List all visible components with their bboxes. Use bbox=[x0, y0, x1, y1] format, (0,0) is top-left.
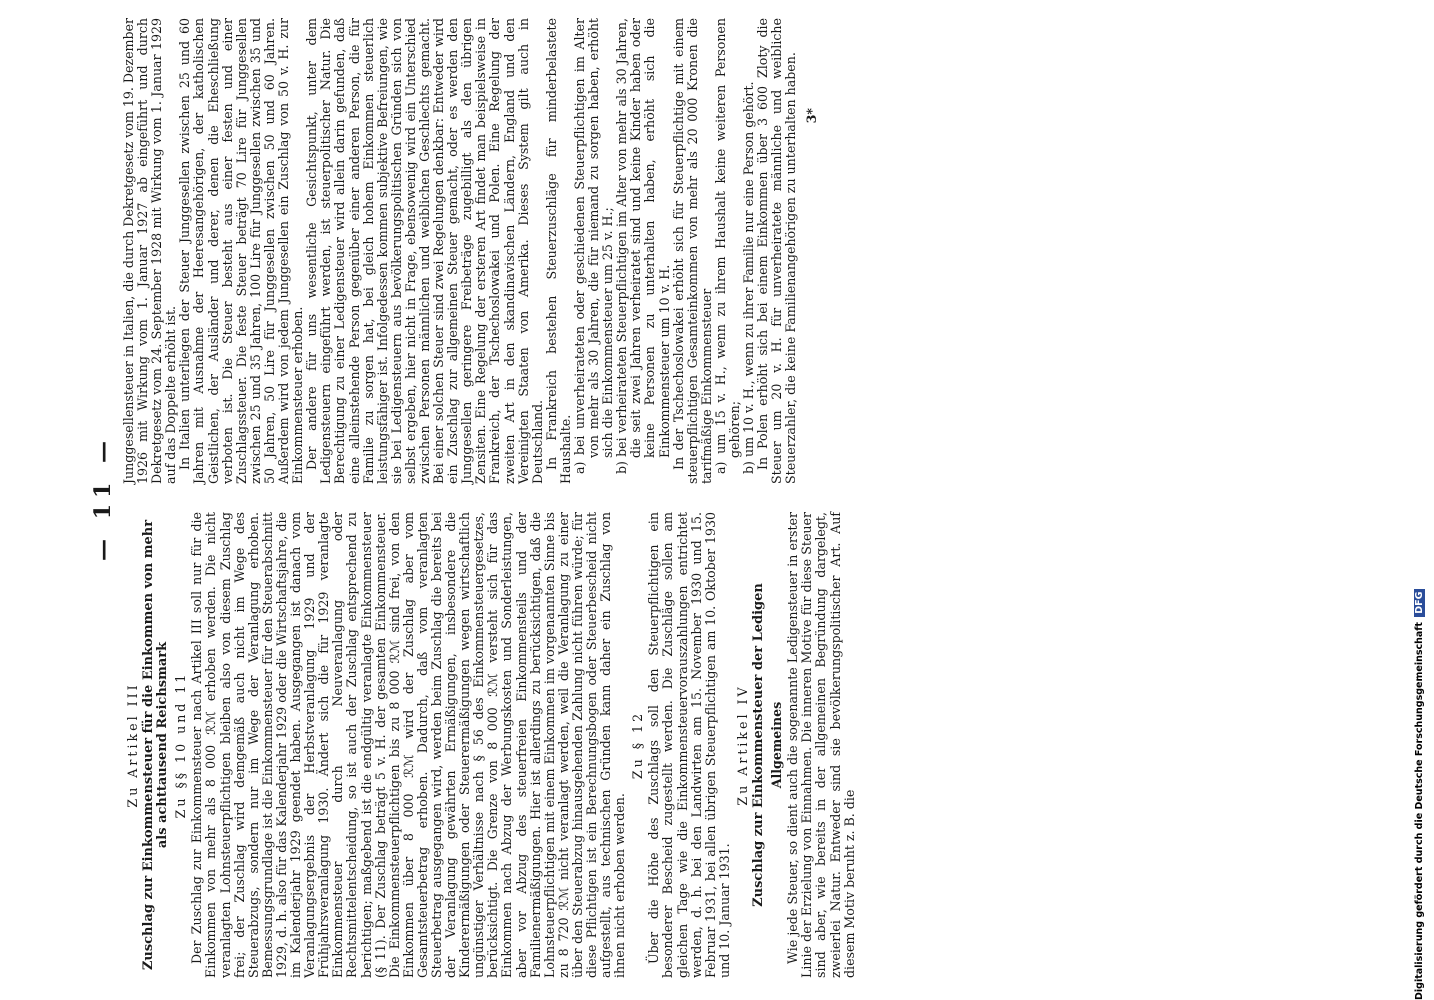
heading-section-12: Zu § 12 bbox=[630, 710, 646, 780]
list-item: b) um 10 v. H., wenn zu ihrer Familie nur eine Person gehört. bbox=[741, 81, 757, 474]
two-column-body bbox=[122, 18, 857, 978]
funding-text: Digitalisierung gefördert durch die Deutsche Forschungsgemeinschaft bbox=[1414, 622, 1425, 1000]
heading-title-iv: Zuschlag zur Einkommensteuer der Ledigen bbox=[751, 583, 767, 907]
document-page bbox=[90, 18, 1290, 978]
france-list bbox=[573, 18, 672, 484]
paragraph: In Polen erhöht sich bei einem Einkommen über 3 600 Zloty die Steuer um 20 v. H. für unverheiratete männliche und weibliche Steuerzahler, die keine Familienangehörigen zu unterhalten haben. bbox=[755, 18, 799, 484]
signature-mark: 3* bbox=[803, 108, 819, 124]
paragraph: Über die Höhe des Zuschlags soll den Steuerpflichtigen ein besonderer Bescheid zugestellt werden. Die Zuschläge sollen am gleichen Tage wie die Einkommensteuervorauszahlungen entrichtet werden, d. h. bei den Landwirten am 15. November 1930 und 15. Februar 1931, bei allen übrigen Steuerpflichtigen am 10. Oktober 1930 und 10. Januar 1931. bbox=[646, 512, 732, 978]
list-item: b) bei verheirateten Steuerpflichtigen im Alter von mehr als 30 Jahren, die seit zwei Jahren verheiratet sind und keine Kinder haben oder keine Personen zu unterhalten haben, erhöht sich die Einkommensteuer um 10 v. H. bbox=[614, 18, 672, 474]
heading-title-iii: Zuschlag zur Einkommensteuer für die Einkommen von mehr als achttausend Reichsmark bbox=[141, 519, 171, 971]
paragraph: Junggesellensteuer in Italien, die durch Dekretgesetz vom 19. Dezember 1926 mit Wirkung vom 1. Januar 1927 ab eingeführt und durch Dekretgesetz vom 24. September 1928 mit Wirkung vom 1. Januar 1929 auf das Doppelte erhöht ist. bbox=[121, 18, 179, 484]
paragraph: In der Tschechoslowakei erhöht sich für Steuerpflichtige mit einem steuerpflichtigen Gesamteinkommen von mehr als 20 000 Kronen die tarifmäßige Einkommensteuer bbox=[670, 18, 714, 484]
right-column bbox=[122, 18, 857, 484]
heading-article-iii: Zu Artikel III bbox=[125, 682, 140, 808]
czech-list bbox=[714, 18, 756, 484]
dfg-logo: DFG bbox=[1414, 589, 1425, 617]
paragraph: In Italien unterliegen der Steuer Junggesellen zwischen 25 und 60 Jahren mit Ausnahme der Heeresangehörigen, der katholischen Geistlichen, der Ausländer und derer, denen die Eheschließung verboten ist. Die Steuer besteht aus einer festen und einer Zuschlagssteuer. Die feste Steuer beträgt 70 Lire für Junggesellen zwischen 25 und 35 Jahren, 100 Lire für Junggesellen zwischen 35 und 50 Jahren, 50 Lire für Junggesellen zwischen 50 und 60 Jahren. Außerdem wird von jedem Junggesellen ein Zuschlag von 50 v. H. zur Einkommensteuer erhoben. bbox=[177, 18, 306, 484]
paragraph: Wie jede Steuer, so dient auch die sogenannte Ledigensteuer in erster Linie der Erzielung von Einnahmen. Die inneren Motive für diese Steuer sind aber, wie bereits in der allgemeinen Begründung dargelegt, zweierlei Natur. Entweder sind sie bevölkerungspolitischer Art. Auf diesem Motiv beruht z. B. die bbox=[785, 512, 857, 978]
page-number: — 11 — bbox=[90, 435, 116, 561]
heading-article-iv: Zu Artikel IV bbox=[734, 684, 750, 806]
heading-sections-10-11: Zu §§ 10 und 11 bbox=[173, 671, 189, 819]
paragraph: Der andere für uns wesentliche Gesichtspunkt, unter dem Ledigensteuern eingeführt werden, ist steuerpolitischer Natur. Die Berechtigung zu einer Ledigensteuer wird allein darin gefunden, daß eine alleinstehende Person gegenüber einer anderen Person, die für Familie zu sorgen hat, bei gleich hohem Einkommen steuerlich leistungsfähiger ist. Infolgedessen kommen subjektive Befreiungen, wie sie bei Ledigensteuern aus bevölkerungspolitischen Gründen sich von selbst ergeben, hier nicht in Frage, ebensowenig wird ein Unterschied zwischen Personen männlichen und weiblichen Geschlechts gemacht. Bei einer solchen Steuer sind zwei Regelungen denkbar: Entweder wird ein Zuschlag zur allgemeinen Steuer gemacht, oder es werden den Junggesellen geringere Freibeträge zugebilligt als den übrigen Zensiten. Eine Regelung der ersteren Art findet man beispielsweise in Frankreich, der Tschechoslowakei und Polen. Eine Regelung der zweiten Art in den skandinavischen Ländern, England und den Vereinigten Staaten von Amerika. Dieses System gilt auch in Deutschland. bbox=[304, 18, 545, 484]
funding-note bbox=[1414, 589, 1425, 1000]
list-item: a) um 15 v. H., wenn zu ihrem Haushalt keine weiteren Personen gehören; bbox=[712, 18, 743, 474]
list-item: a) bei unverheirateten oder geschiedenen Steuerpflichtigen im Alter von mehr als 30 Jahren, die für niemand zu sorgen haben, erhöht sich die Einkommensteuer um 25 v. H.; bbox=[572, 18, 616, 474]
heading-general: Allgemeines bbox=[769, 701, 785, 789]
left-column bbox=[122, 512, 857, 978]
paragraph: In Frankreich bestehen Steuerzuschläge für minderbelastete Haushalte. bbox=[543, 18, 573, 484]
paragraph: Der Zuschlag zur Einkommensteuer nach Artikel III soll nur für die Einkommen von mehr als 8 000 ℛℳ erhoben werden. Die nicht veranlagten Lohnsteuerpflichtigen bleiben also von diesem Zuschlag frei; der Zuschlag wird demgemäß auch nicht im Wege des Steuerabzugs, sondern nur im Wege der Veranlagung erhoben. Bemessungsgrundlage ist die Einkommensteuer für den Steuerabschnitt 1929, d. h. also für das Kalenderjahr 1929 oder die Wirtschaftsjahre, die im Kalenderjahr 1929 geendet haben. Ausgegangen ist danach vom Veranlagungsergebnis der Herbstveranlagung 1929 und der Frühjahrsveranlagung 1930. Ändert sich die für 1929 veranlagte Einkommensteuer durch Neuveranlagung oder Rechtsmittelentscheidung, so ist auch der Zuschlag entsprechend zu berichtigen; maßgebend ist die endgültig veranlagte Einkommensteuer (§ 11). Der Zuschlag beträgt 5 v. H. der gesamten Einkommensteuer. Die Einkommensteuerpflichtigen bis zu 8 000 ℛℳ sind frei, von den Einkommen über 8 000 ℛℳ wird der Zuschlag aber vom Gesamtsteuerbetrag erhoben. Dadurch, daß vom veranlagten Steuerbetrag ausgegangen wird, werden beim Zuschlag die bereits bei der Veranlagung gewährten Ermäßigungen, insbesondere die Kinderermäßigungen oder Steuerermäßigungen wegen wirtschaftlich ungünstiger Verhältnisse nach § 56 des Einkommensteuergesetzes, berücksichtigt. Die Grenze von 8 000 ℛℳ versteht sich für das Einkommen nach Abzug der Werbungskosten und Sonderleistungen, aber vor Abzug des steuerfreien Einkommensteils und der Familienermäßigungen. Hier ist allerdings zu berücksichtigen, daß die Lohnsteuerpflichtigen mit einem Einkommen im vorgenannten Sinne bis zu 8 720 ℛℳ nicht veranlagt werden, weil die Veranlagung zu einer über den Steuerabzug hinausgehenden Zahlung nicht führen würde; für diese Pflichtigen ist ein Berechnungsbogen oder Steuerbescheid nicht aufgestellt, aus technischen Gründen kann daher ein Zuschlag von ihnen nicht erhoben werden. bbox=[189, 512, 628, 978]
